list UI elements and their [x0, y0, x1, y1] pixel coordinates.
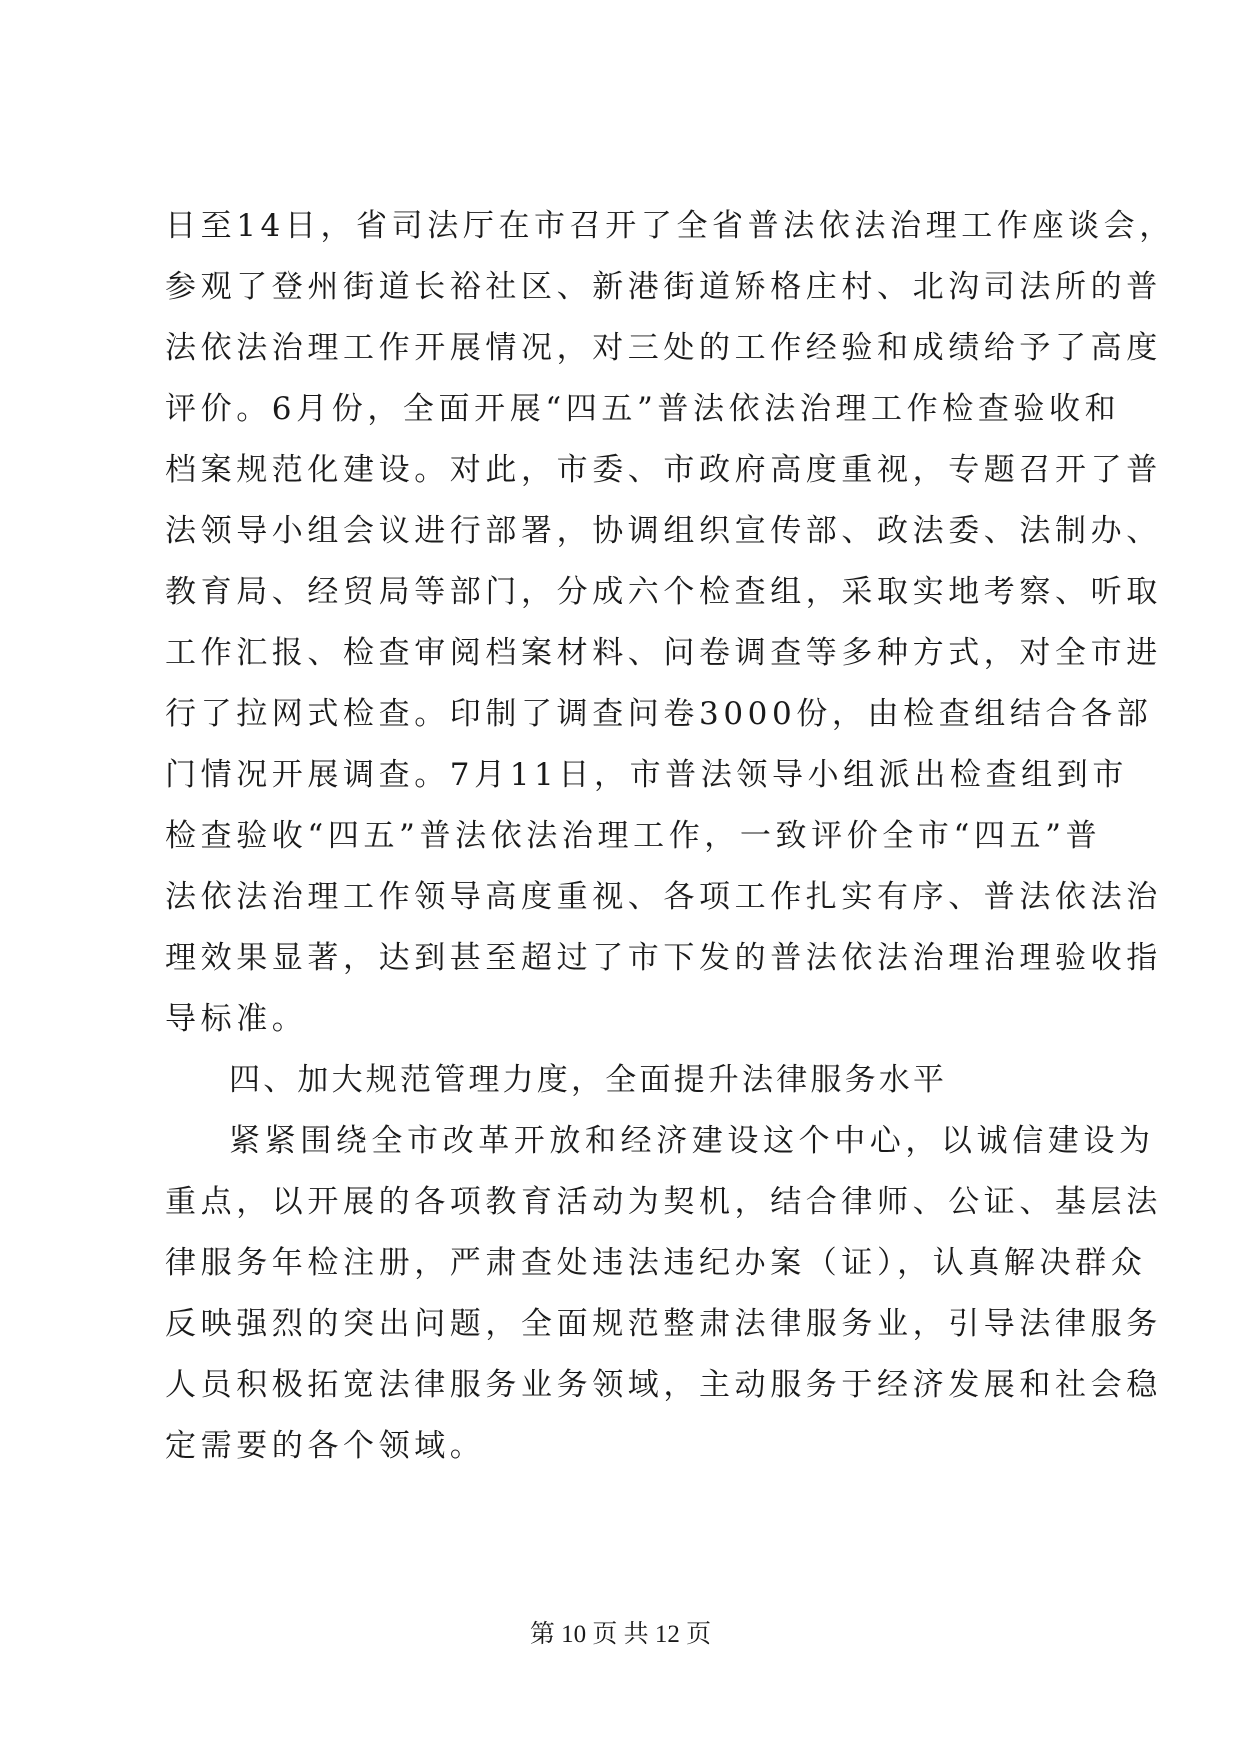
- text-line: 门情况开展调查。7月11日，市普法领导小组派出检查组到市: [165, 757, 1128, 793]
- text-line: 法依法治理工作领导高度重视、各项工作扎实有序、普法依法治: [165, 879, 1162, 915]
- text-line: 重点，以开展的各项教育活动为契机，结合律师、公证、基层法: [165, 1184, 1162, 1220]
- text-line: 日至14日，省司法厅在市召开了全省普法依法治理工作座谈会，: [165, 208, 1175, 244]
- paragraph-1: [165, 196, 1175, 1050]
- text-line: 行了拉网式检查。印制了调查问卷3000份，由检查组结合各部: [165, 696, 1153, 732]
- text-line: 导标准。: [165, 1001, 308, 1037]
- section-heading: 四、加大规范管理力度，全面提升法律服务水平: [229, 1062, 948, 1098]
- document-body: [165, 196, 1175, 1477]
- text-line: 定需要的各个领域。: [165, 1428, 486, 1464]
- text-line: 理效果显著，达到甚至超过了市下发的普法依法治理治理验收指: [165, 940, 1162, 976]
- text-line: 评价。6月份，全面开展“四五”普法依法治理工作检查验收和: [165, 391, 1121, 427]
- text-line: 律服务年检注册，严肃查处违法违纪办案（证），认真解决群众: [165, 1245, 1147, 1281]
- paragraph-2: [165, 1111, 1162, 1477]
- text-line: 参观了登州街道长裕社区、新港街道矫格庄村、北沟司法所的普: [165, 269, 1162, 305]
- page-number-footer: 第 10 页 共 12 页: [529, 1621, 712, 1648]
- text-line: 工作汇报、检查审阅档案材料、问卷调查等多种方式，对全市进: [165, 635, 1162, 671]
- text-line: 法领导小组会议进行部署，协调组织宣传部、政法委、法制办、: [165, 513, 1162, 549]
- text-line: 反映强烈的突出问题，全面规范整肃法律服务业，引导法律服务: [165, 1306, 1162, 1342]
- text-line: 紧紧围绕全市改革开放和经济建设这个中心，以诚信建设为: [229, 1123, 1155, 1159]
- text-line: 法依法治理工作开展情况，对三处的工作经验和成绩给予了高度: [165, 330, 1162, 366]
- text-line: 检查验收“四五”普法依法治理工作，一致评价全市“四五”普: [165, 818, 1102, 854]
- text-line: 教育局、经贸局等部门，分成六个检查组，采取实地考察、听取: [165, 574, 1162, 610]
- text-line: 档案规范化建设。对此，市委、市政府高度重视，专题召开了普: [165, 452, 1162, 488]
- text-line: 人员积极拓宽法律服务业务领域，主动服务于经济发展和社会稳: [165, 1367, 1162, 1403]
